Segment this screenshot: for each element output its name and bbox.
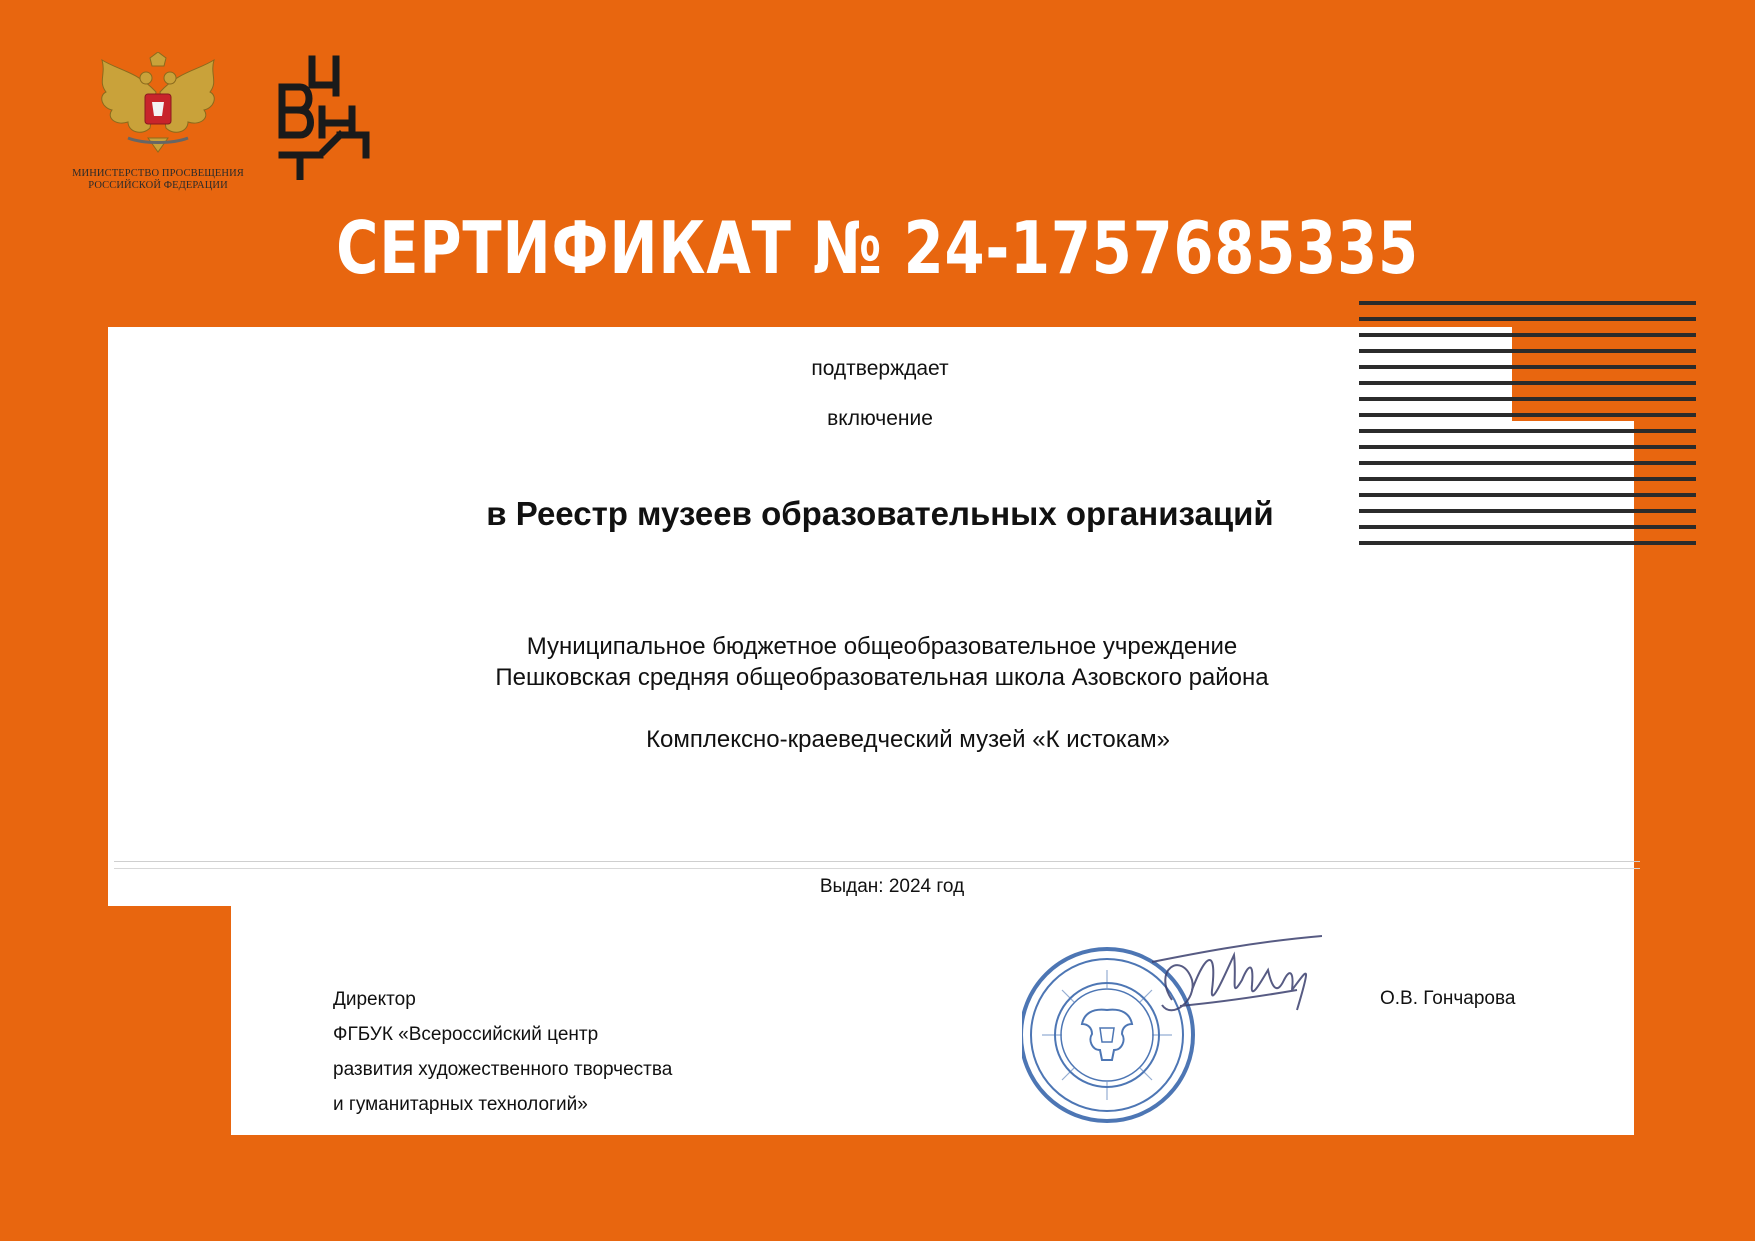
issued-date: Выдан: 2024 год (819, 876, 965, 897)
ministry-name (60, 168, 256, 192)
certificate-title: СЕРТИФИКАТ № 24-1757685335 (336, 206, 1419, 290)
director-role: Директор (333, 989, 416, 1010)
director-org-line-1: ФГБУК «Всероссийский центр (333, 1024, 599, 1045)
organization-line-1: Муниципальное бюджетное общеобразовательное учреждение (526, 633, 1238, 660)
registry-heading: в Реестр музеев образовательных организаций (486, 495, 1274, 532)
museum-name: Комплексно-краеведческий музей «К истокам» (646, 726, 1170, 753)
vcxt-logo-icon (278, 55, 374, 180)
director-org-line-2: развития художественного творчества (333, 1059, 673, 1080)
coat-of-arms-icon (88, 52, 228, 154)
ministry-line-1: МИНИСТЕРСТВО ПРОСВЕЩЕНИЯ (72, 168, 244, 179)
ministry-line-2: РОССИЙСКОЙ ФЕДЕРАЦИИ (88, 180, 228, 191)
confirms-text: подтверждает (811, 357, 949, 380)
director-org-line-3: и гуманитарных технологий» (333, 1094, 588, 1115)
divider (114, 868, 1640, 869)
director-block (333, 982, 672, 1122)
inclusion-text: включение (827, 407, 933, 430)
organization-line-2: Пешковская средняя общеобразовательная школа Азовского района (495, 664, 1269, 691)
divider (114, 861, 1640, 862)
official-seal-icon (1022, 910, 1322, 1130)
signer-name: О.В. Гончарова (1380, 988, 1516, 1009)
